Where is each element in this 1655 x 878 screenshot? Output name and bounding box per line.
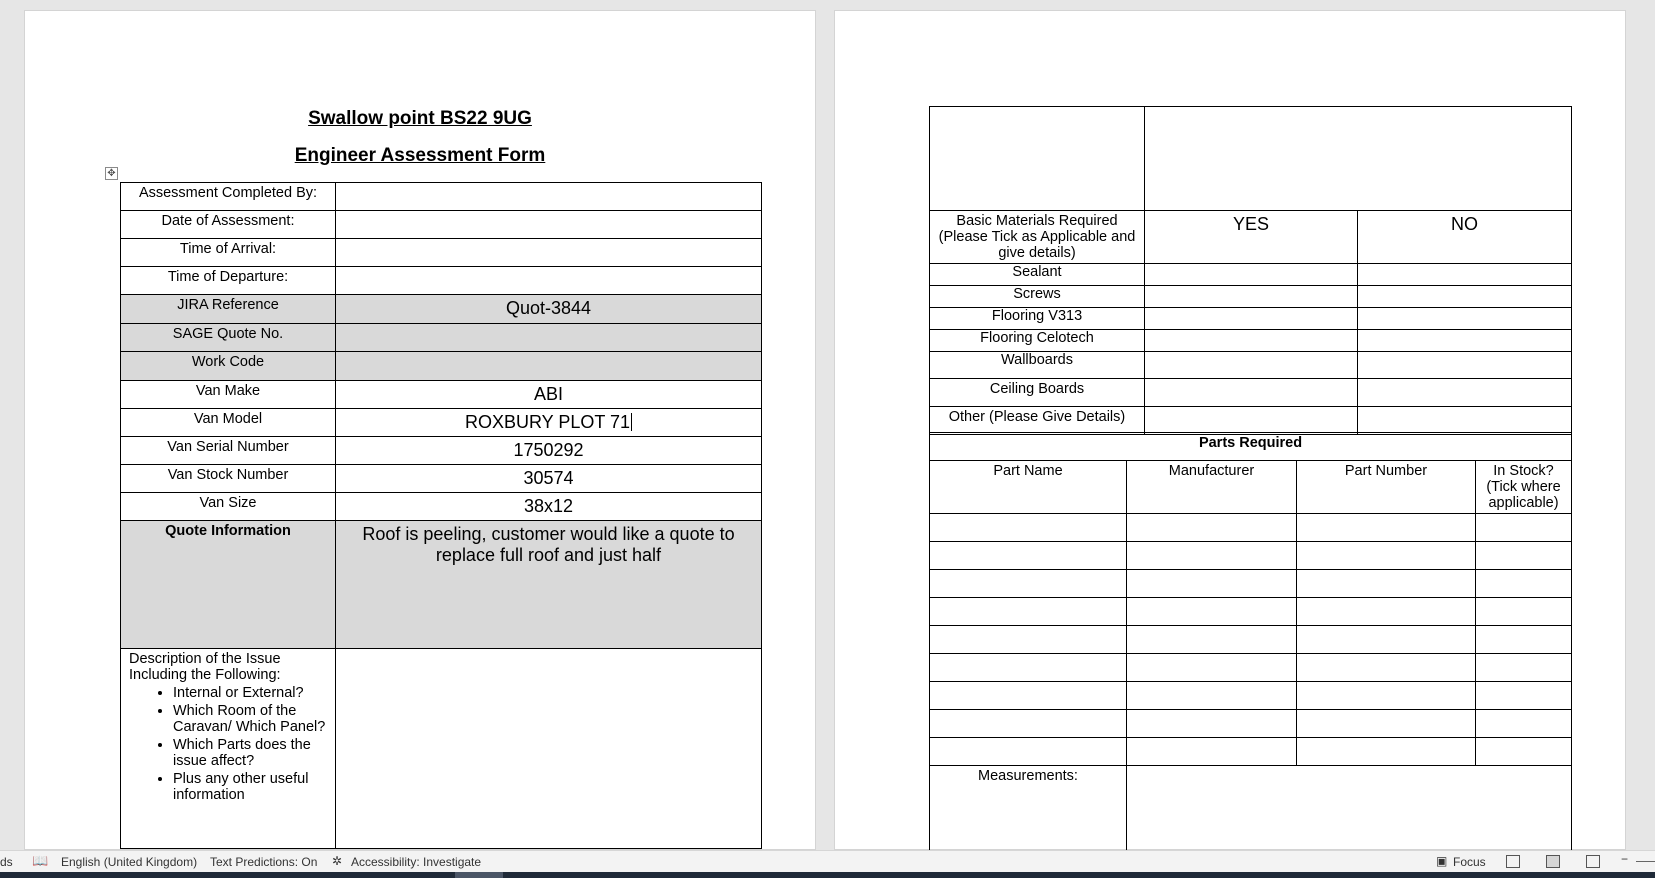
part-cell[interactable] (1297, 570, 1476, 598)
part-cell[interactable] (1476, 514, 1572, 542)
table-row (930, 379, 1572, 407)
part-cell[interactable] (1127, 710, 1297, 738)
material-no-cell[interactable] (1358, 264, 1572, 286)
van-make-field[interactable]: ABI (336, 381, 762, 409)
description-intro: Description of the Issue Including the Following: (129, 651, 281, 683)
part-cell[interactable] (1127, 738, 1297, 766)
row-label: Van Size (121, 493, 336, 521)
assessment-completed-by-field[interactable] (336, 183, 762, 211)
taskbar-active-app[interactable] (455, 872, 503, 878)
part-cell[interactable] (1127, 542, 1297, 570)
row-label: Date of Assessment: (121, 211, 336, 239)
table-row (930, 626, 1572, 654)
van-model-field[interactable] (336, 409, 762, 437)
material-yes-cell[interactable] (1145, 286, 1358, 308)
description-bullet: • Plus any other useful information (173, 771, 331, 803)
van-model-value: ROXBURY PLOT 71 (464, 412, 631, 432)
table-row (121, 267, 762, 295)
accessibility-status[interactable]: Accessibility: Investigate (351, 855, 482, 869)
focus-icon[interactable]: ▣ (1436, 854, 1448, 868)
parts-required-title: Parts Required (930, 433, 1572, 461)
part-cell[interactable] (1127, 570, 1297, 598)
part-cell[interactable] (930, 626, 1127, 654)
table-row (121, 183, 762, 211)
document-page-right[interactable] (834, 10, 1626, 850)
table-row (121, 493, 762, 521)
blank-header-cell[interactable] (930, 107, 1145, 211)
description-field[interactable] (336, 649, 762, 849)
row-label: Van Stock Number (121, 465, 336, 493)
part-cell[interactable] (1297, 654, 1476, 682)
sage-quote-field[interactable] (336, 324, 762, 352)
table-row (121, 211, 762, 239)
row-label: Time of Arrival: (121, 239, 336, 267)
document-subtitle: Engineer Assessment Form (294, 145, 546, 166)
table-row (121, 521, 762, 649)
table-row (930, 738, 1572, 766)
part-cell[interactable] (1297, 710, 1476, 738)
part-cell[interactable] (1476, 542, 1572, 570)
row-label: Time of Departure: (121, 267, 336, 295)
part-cell[interactable] (1297, 514, 1476, 542)
measurements-label: Measurements: (930, 766, 1127, 856)
table-row (930, 542, 1572, 570)
part-cell[interactable] (1476, 710, 1572, 738)
table-row (930, 514, 1572, 542)
table-row (930, 682, 1572, 710)
material-label: Screws (930, 286, 1145, 308)
material-yes-cell[interactable] (1145, 407, 1358, 435)
table-row (930, 286, 1572, 308)
row-label: Van Model (121, 409, 336, 437)
table-row (930, 407, 1572, 435)
part-cell[interactable] (1476, 570, 1572, 598)
description-label-cell (121, 649, 336, 849)
text-cursor (631, 413, 632, 431)
no-column-header: NO (1358, 211, 1572, 264)
part-cell[interactable] (1297, 542, 1476, 570)
part-cell[interactable] (930, 570, 1127, 598)
part-cell[interactable] (1297, 738, 1476, 766)
material-yes-cell[interactable] (1145, 308, 1358, 330)
document-title: Swallow point BS22 9UG (308, 108, 532, 129)
table-row (930, 598, 1572, 626)
row-label: JIRA Reference (121, 295, 336, 324)
work-code-field[interactable] (336, 352, 762, 381)
material-label: Flooring V313 (930, 308, 1145, 330)
row-label: Assessment Completed By: (121, 183, 336, 211)
table-row (121, 437, 762, 465)
part-cell[interactable] (1127, 514, 1297, 542)
assessment-table[interactable] (120, 182, 762, 849)
status-bar (0, 850, 1655, 872)
part-cell[interactable] (1476, 738, 1572, 766)
material-yes-cell[interactable] (1145, 264, 1358, 286)
table-row (121, 324, 762, 352)
table-row (121, 295, 762, 324)
table-row (121, 649, 762, 849)
zoom-slider[interactable] (1636, 861, 1655, 862)
accessibility-icon[interactable]: ✲ (332, 854, 343, 868)
table-row (121, 465, 762, 493)
taskbar (0, 872, 1655, 878)
part-cell[interactable] (930, 514, 1127, 542)
table-row (930, 330, 1572, 352)
column-header-part-name: Part Name (930, 461, 1127, 514)
table-row (121, 239, 762, 267)
table-move-handle-icon[interactable]: ✥ (105, 167, 118, 180)
text-predictions-status[interactable]: Text Predictions: On (210, 855, 318, 869)
blank-header-cell[interactable] (1145, 107, 1572, 211)
van-serial-number-field[interactable]: 1750292 (336, 437, 762, 465)
material-label: Flooring Celotech (930, 330, 1145, 352)
material-no-cell[interactable] (1358, 407, 1572, 435)
date-of-assessment-field[interactable] (336, 211, 762, 239)
material-no-cell[interactable] (1358, 352, 1572, 379)
table-row (930, 308, 1572, 330)
part-cell[interactable] (930, 738, 1127, 766)
table-row (930, 461, 1572, 514)
description-bullet: • Which Parts does the issue affect? (173, 737, 331, 769)
table-row (930, 766, 1572, 856)
row-label: Van Serial Number (121, 437, 336, 465)
part-cell[interactable] (1127, 682, 1297, 710)
part-cell[interactable] (1127, 598, 1297, 626)
part-cell[interactable] (1476, 682, 1572, 710)
table-row (930, 352, 1572, 379)
material-no-cell[interactable] (1358, 379, 1572, 407)
material-no-cell[interactable] (1358, 308, 1572, 330)
table-row (121, 352, 762, 381)
table-row (930, 570, 1572, 598)
description-bullet-list (173, 685, 331, 803)
materials-table[interactable] (929, 106, 1572, 435)
table-row (121, 381, 762, 409)
language-status[interactable]: English (United Kingdom) (61, 855, 198, 869)
time-of-arrival-field[interactable] (336, 239, 762, 267)
van-size-field[interactable]: 38x12 (336, 493, 762, 521)
row-label: Work Code (121, 352, 336, 381)
material-no-cell[interactable] (1358, 286, 1572, 308)
part-cell[interactable] (1127, 654, 1297, 682)
material-yes-cell[interactable] (1145, 352, 1358, 379)
material-label: Wallboards (930, 352, 1145, 379)
part-cell[interactable] (1476, 598, 1572, 626)
quote-information-field[interactable]: Roof is peeling, customer would like a quote to replace full roof and just half (336, 521, 762, 649)
material-label: Sealant (930, 264, 1145, 286)
measurements-field[interactable] (1127, 766, 1572, 856)
proofing-book-icon[interactable]: 📖 (32, 853, 49, 868)
material-yes-cell[interactable] (1145, 330, 1358, 352)
part-cell[interactable] (930, 542, 1127, 570)
table-row (930, 211, 1572, 264)
web-layout-icon[interactable] (1586, 855, 1600, 868)
part-cell[interactable] (1127, 626, 1297, 654)
part-cell[interactable] (1297, 682, 1476, 710)
description-bullet: • Which Room of the Caravan/ Which Panel? (173, 703, 331, 735)
part-cell[interactable] (930, 654, 1127, 682)
time-of-departure-field[interactable] (336, 267, 762, 295)
zoom-out-icon[interactable]: − (1621, 852, 1629, 866)
part-cell[interactable] (1297, 626, 1476, 654)
description-bullet: • Internal or External? (173, 685, 331, 701)
material-no-cell[interactable] (1358, 330, 1572, 352)
table-row (930, 654, 1572, 682)
column-header-manufacturer: Manufacturer (1127, 461, 1297, 514)
column-header-in-stock: In Stock? (Tick where applicable) (1476, 461, 1572, 514)
read-mode-icon[interactable] (1506, 855, 1520, 868)
materials-header: Basic Materials Required (Please Tick as Applicable and give details) (930, 211, 1145, 264)
material-label: Ceiling Boards (930, 379, 1145, 407)
table-row (930, 433, 1572, 461)
table-row (121, 409, 762, 437)
part-cell[interactable] (1476, 626, 1572, 654)
table-row (930, 107, 1572, 211)
van-stock-number-field[interactable]: 30574 (336, 465, 762, 493)
parts-table[interactable] (929, 432, 1572, 856)
print-layout-icon[interactable] (1546, 855, 1560, 868)
jira-reference-field[interactable]: Quot-3844 (336, 295, 762, 324)
quote-information-label: Quote Information (121, 521, 336, 649)
row-label: Van Make (121, 381, 336, 409)
yes-column-header: YES (1145, 211, 1358, 264)
part-cell[interactable] (930, 710, 1127, 738)
table-row (930, 710, 1572, 738)
column-header-part-number: Part Number (1297, 461, 1476, 514)
document-page-left[interactable] (24, 10, 816, 850)
part-cell[interactable] (930, 598, 1127, 626)
material-yes-cell[interactable] (1145, 379, 1358, 407)
part-cell[interactable] (1476, 654, 1572, 682)
row-label: SAGE Quote No. (121, 324, 336, 352)
material-label: Other (Please Give Details) (930, 407, 1145, 435)
table-row (930, 264, 1572, 286)
focus-mode-button[interactable]: Focus (1453, 855, 1486, 869)
part-cell[interactable] (930, 682, 1127, 710)
word-count[interactable]: ds (0, 855, 13, 869)
part-cell[interactable] (1297, 598, 1476, 626)
